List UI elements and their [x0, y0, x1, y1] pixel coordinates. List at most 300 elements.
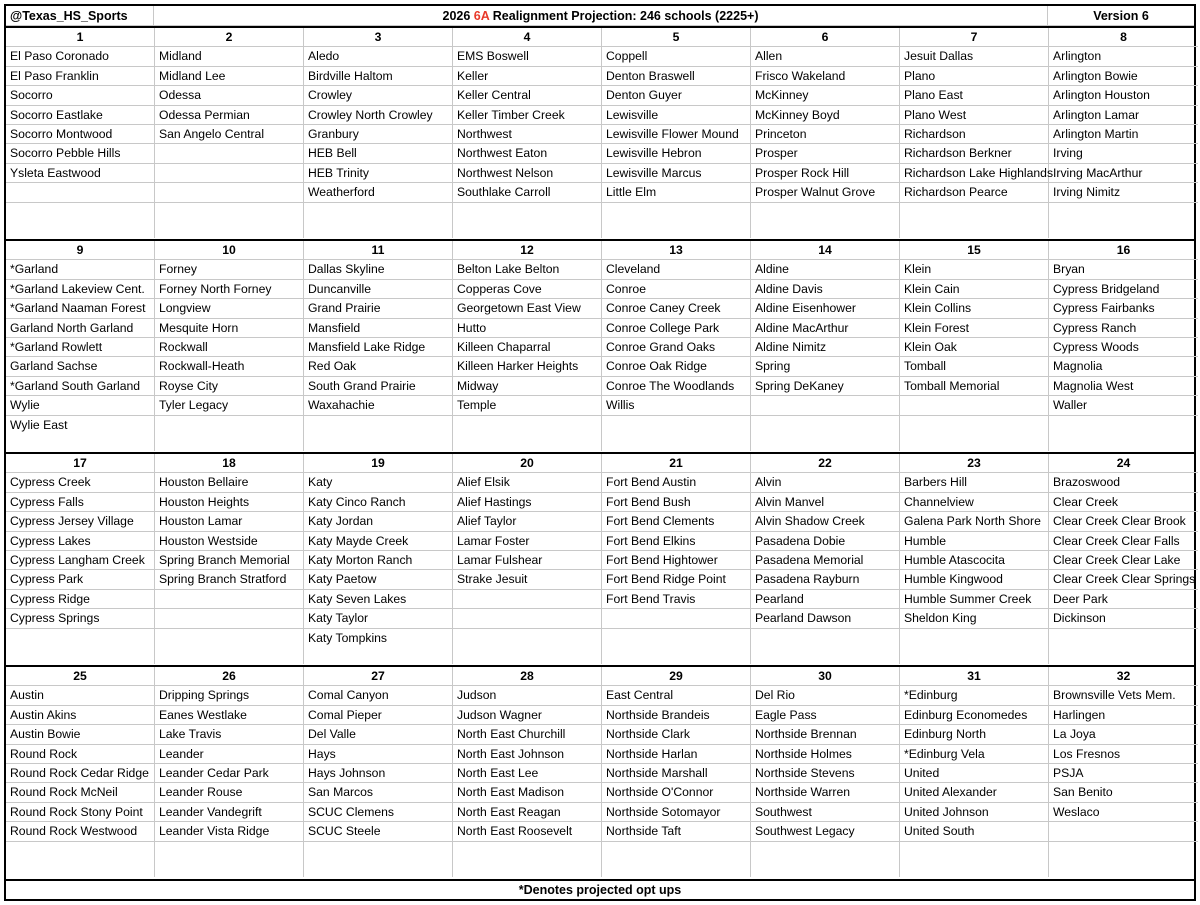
school-cell: Killeen Chaparral — [453, 338, 601, 357]
school-cell: Round Rock Stony Point — [6, 803, 154, 822]
school-cell: HEB Bell — [304, 144, 452, 163]
district-column — [304, 241, 453, 451]
district-column — [155, 28, 304, 238]
school-cell: Katy Jordan — [304, 512, 452, 531]
school-cell: Alvin Manvel — [751, 493, 899, 512]
version-label: Version 6 — [1048, 6, 1194, 26]
school-cell — [155, 590, 303, 609]
school-cell: Cypress Creek — [6, 473, 154, 492]
school-cell: North East Johnson — [453, 745, 601, 764]
district-number: 22 — [751, 454, 899, 473]
school-cell: Richardson — [900, 125, 1048, 144]
school-cell: Prosper Rock Hill — [751, 164, 899, 183]
school-cell: Lewisville Hebron — [602, 144, 750, 163]
district-number: 17 — [6, 454, 154, 473]
school-cell: Lamar Foster — [453, 532, 601, 551]
district-number: 15 — [900, 241, 1048, 260]
school-cell: *Edinburg Vela — [900, 745, 1048, 764]
district-number: 12 — [453, 241, 601, 260]
school-cell: Lake Travis — [155, 725, 303, 744]
school-cell: Royse City — [155, 377, 303, 396]
school-cell: Richardson Lake Highlands — [900, 164, 1048, 183]
school-cell: Socorro Montwood — [6, 125, 154, 144]
district-row-block — [6, 26, 1194, 238]
school-cell: Wylie East — [10, 417, 68, 432]
district-column — [6, 454, 155, 664]
school-cell: Aldine — [751, 260, 899, 279]
school-cell: Northside Warren — [751, 783, 899, 802]
school-cell: Conroe Oak Ridge — [602, 357, 750, 376]
school-cell: Little Elm — [602, 183, 750, 202]
school-cell: United Johnson — [900, 803, 1048, 822]
district-column — [900, 241, 1049, 451]
school-cell: Round Rock — [6, 745, 154, 764]
district-number: 9 — [6, 241, 154, 260]
school-cell: Lewisville Flower Mound — [602, 125, 750, 144]
school-cell: Cypress Ranch — [1049, 319, 1198, 338]
school-cell: Allen — [751, 47, 899, 66]
district-number: 5 — [602, 28, 750, 47]
title-prefix: 2026 — [442, 9, 474, 23]
school-cell: HEB Trinity — [304, 164, 452, 183]
school-cell: Fort Bend Hightower — [602, 551, 750, 570]
school-cell: Conroe Grand Oaks — [602, 338, 750, 357]
school-cell — [900, 396, 1048, 415]
school-cell: Irving Nimitz — [1049, 183, 1198, 202]
district-column — [900, 454, 1049, 664]
school-cell: North East Reagan — [453, 803, 601, 822]
school-cell: Richardson Berkner — [900, 144, 1048, 163]
school-cell: Longview — [155, 299, 303, 318]
school-cell: Austin Bowie — [6, 725, 154, 744]
school-cell: Socorro Eastlake — [6, 106, 154, 125]
school-cell: Birdville Haltom — [304, 67, 452, 86]
school-cell — [453, 590, 601, 609]
school-cell: Irving — [1049, 144, 1198, 163]
school-cell: Red Oak — [304, 357, 452, 376]
school-cell: Conroe The Woodlands — [602, 377, 750, 396]
district-number: 11 — [304, 241, 452, 260]
district-number: 18 — [155, 454, 303, 473]
school-cell: Katy Morton Ranch — [304, 551, 452, 570]
school-cell: Keller Timber Creek — [453, 106, 601, 125]
school-cell: Galena Park North Shore — [900, 512, 1048, 531]
school-cell: Comal Canyon — [304, 686, 452, 705]
district-column — [155, 454, 304, 664]
school-cell: Northwest Nelson — [453, 164, 601, 183]
district-number: 24 — [1049, 454, 1198, 473]
district-number: 31 — [900, 667, 1048, 686]
school-cell: Katy Taylor — [304, 609, 452, 628]
district-column — [155, 667, 304, 877]
school-cell: Cypress Springs — [6, 609, 154, 628]
school-cell: Garland North Garland — [6, 319, 154, 338]
school-cell: North East Churchill — [453, 725, 601, 744]
school-cell: Brownsville Vets Mem. — [1049, 686, 1198, 705]
school-cell — [1049, 822, 1198, 841]
school-cell: Killeen Harker Heights — [453, 357, 601, 376]
school-cell — [602, 842, 750, 861]
school-cell: Temple — [453, 396, 601, 415]
school-cell: Copperas Cove — [453, 280, 601, 299]
school-cell: Northside Sotomayor — [602, 803, 750, 822]
district-number: 23 — [900, 454, 1048, 473]
school-cell: Hays Johnson — [304, 764, 452, 783]
school-cell: Mansfield — [304, 319, 452, 338]
school-cell: Aldine Nimitz — [751, 338, 899, 357]
district-number: 19 — [304, 454, 452, 473]
school-cell: Richardson Pearce — [900, 183, 1048, 202]
school-cell: Northside Clark — [602, 725, 750, 744]
school-cell: SCUC Steele — [304, 822, 452, 841]
school-cell: Cypress Langham Creek — [6, 551, 154, 570]
school-cell: *Edinburg — [900, 686, 1048, 705]
school-cell: Tomball — [900, 357, 1048, 376]
school-cell — [304, 842, 452, 861]
school-cell: Magnolia — [1049, 357, 1198, 376]
school-cell: Judson Wagner — [453, 706, 601, 725]
school-cell: Northside Harlan — [602, 745, 750, 764]
school-cell — [602, 609, 750, 628]
school-cell: Northside Brennan — [751, 725, 899, 744]
school-cell: Harlingen — [1049, 706, 1198, 725]
school-cell: Cypress Woods — [1049, 338, 1198, 357]
school-cell: Humble Kingwood — [900, 570, 1048, 589]
school-cell: Conroe College Park — [602, 319, 750, 338]
school-cell: Tomball Memorial — [900, 377, 1048, 396]
school-cell: Northside Marshall — [602, 764, 750, 783]
school-cell: Odessa Permian — [155, 106, 303, 125]
school-cell: Northwest Eaton — [453, 144, 601, 163]
school-cell — [155, 842, 303, 861]
school-cell: EMS Boswell — [453, 47, 601, 66]
school-cell: Judson — [453, 686, 601, 705]
school-cell: Round Rock Westwood — [6, 822, 154, 841]
school-cell: Sheldon King — [900, 609, 1048, 628]
school-cell: Klein Collins — [900, 299, 1048, 318]
school-cell: Rockwall — [155, 338, 303, 357]
school-cell: Garland Sachse — [6, 357, 154, 376]
school-cell: Northwest — [453, 125, 601, 144]
school-cell: Humble Atascocita — [900, 551, 1048, 570]
school-cell — [751, 629, 899, 648]
school-cell: Leander Rouse — [155, 783, 303, 802]
school-cell: Katy Paetow — [304, 570, 452, 589]
district-column — [6, 28, 155, 238]
title-classification: 6A — [473, 9, 490, 23]
school-cell: Cypress Bridgeland — [1049, 280, 1198, 299]
school-cell: Irving MacArthur — [1049, 164, 1198, 183]
school-cell: Grand Prairie — [304, 299, 452, 318]
school-cell: Jesuit Dallas — [900, 47, 1048, 66]
school-cell: Cypress Fairbanks — [1049, 299, 1198, 318]
school-cell — [453, 203, 601, 222]
school-cell: Granbury — [304, 125, 452, 144]
school-cell: Leander Cedar Park — [155, 764, 303, 783]
school-cell: Clear Creek Clear Springs — [1049, 570, 1198, 589]
district-number: 29 — [602, 667, 750, 686]
school-cell: Princeton — [751, 125, 899, 144]
school-cell: Weslaco — [1049, 803, 1198, 822]
school-cell — [453, 842, 601, 861]
school-cell: Pasadena Memorial — [751, 551, 899, 570]
district-number: 28 — [453, 667, 601, 686]
school-cell: Brazoswood — [1049, 473, 1198, 492]
district-row-block — [6, 665, 1194, 877]
district-column — [751, 241, 900, 451]
school-cell — [602, 416, 750, 435]
school-cell: Fort Bend Ridge Point — [602, 570, 750, 589]
district-number: 4 — [453, 28, 601, 47]
district-number: 7 — [900, 28, 1048, 47]
school-cell: Wylie — [6, 396, 154, 415]
school-cell: San Marcos — [304, 783, 452, 802]
school-cell: Houston Bellaire — [155, 473, 303, 492]
school-cell: Waller — [1049, 396, 1198, 415]
district-column — [453, 241, 602, 451]
school-cell: Alief Elsik — [453, 473, 601, 492]
school-cell: Alief Taylor — [453, 512, 601, 531]
school-cell — [900, 203, 1048, 222]
school-cell: Plano East — [900, 86, 1048, 105]
school-cell — [602, 629, 750, 648]
school-cell: Hays — [304, 745, 452, 764]
district-row-block — [6, 452, 1194, 664]
school-cell: Mansfield Lake Ridge — [304, 338, 452, 357]
school-cell: Dripping Springs — [155, 686, 303, 705]
school-cell: Coppell — [602, 47, 750, 66]
school-cell: Lewisville — [602, 106, 750, 125]
school-cell: Katy Seven Lakes — [304, 590, 452, 609]
school-cell: Katy — [304, 473, 452, 492]
school-cell: Clear Creek Clear Lake — [1049, 551, 1198, 570]
school-cell: Arlington Bowie — [1049, 67, 1198, 86]
school-cell: Klein Forest — [900, 319, 1048, 338]
school-cell: Strake Jesuit — [453, 570, 601, 589]
school-cell: Midway — [453, 377, 601, 396]
school-cell: Bryan — [1049, 260, 1198, 279]
district-number: 20 — [453, 454, 601, 473]
school-cell: San Angelo Central — [155, 125, 303, 144]
school-cell: Frisco Wakeland — [751, 67, 899, 86]
school-cell: Klein — [900, 260, 1048, 279]
school-cell: Plano West — [900, 106, 1048, 125]
school-cell: Conroe — [602, 280, 750, 299]
school-cell — [6, 183, 154, 202]
school-cell: SCUC Clemens — [304, 803, 452, 822]
school-cell: Barbers Hill — [900, 473, 1048, 492]
school-cell: Houston Heights — [155, 493, 303, 512]
school-cell — [1049, 842, 1198, 861]
school-cell — [900, 629, 1048, 648]
school-cell — [155, 203, 303, 222]
school-cell — [6, 842, 154, 861]
school-cell: Crowley — [304, 86, 452, 105]
school-cell: Leander — [155, 745, 303, 764]
school-cell: Belton Lake Belton — [453, 260, 601, 279]
school-cell: United — [900, 764, 1048, 783]
school-cell: Katy Mayde Creek — [304, 532, 452, 551]
district-number: 13 — [602, 241, 750, 260]
school-cell: Cleveland — [602, 260, 750, 279]
school-cell: Magnolia West — [1049, 377, 1198, 396]
school-cell: Spring Branch Memorial — [155, 551, 303, 570]
school-cell: Pasadena Dobie — [751, 532, 899, 551]
district-column — [453, 454, 602, 664]
district-number: 32 — [1049, 667, 1198, 686]
school-cell: Klein Cain — [900, 280, 1048, 299]
district-column — [1049, 241, 1198, 451]
school-cell — [6, 629, 154, 648]
school-cell: Spring — [751, 357, 899, 376]
footer-note: *Denotes projected opt ups — [6, 879, 1194, 899]
school-cell: Northside Stevens — [751, 764, 899, 783]
school-cell: Crowley North Crowley — [304, 106, 452, 125]
school-cell — [453, 609, 601, 628]
school-cell: Northside Holmes — [751, 745, 899, 764]
school-cell: Houston Westside — [155, 532, 303, 551]
district-number: 10 — [155, 241, 303, 260]
school-cell — [751, 842, 899, 861]
school-cell — [155, 164, 303, 183]
district-column — [304, 28, 453, 238]
district-column — [1049, 667, 1198, 877]
school-cell: Eagle Pass — [751, 706, 899, 725]
school-cell: Prosper — [751, 144, 899, 163]
school-cell: Conroe Caney Creek — [602, 299, 750, 318]
school-cell: Katy Cinco Ranch — [304, 493, 452, 512]
school-cell: Northside O'Connor — [602, 783, 750, 802]
school-cell: Arlington Houston — [1049, 86, 1198, 105]
school-cell: Socorro Pebble Hills — [6, 144, 154, 163]
school-cell: Spring Branch Stratford — [155, 570, 303, 589]
school-cell: *Garland — [6, 260, 154, 279]
school-cell: Fort Bend Clements — [602, 512, 750, 531]
school-cell: Comal Pieper — [304, 706, 452, 725]
district-number: 8 — [1049, 28, 1198, 47]
school-cell: Plano — [900, 67, 1048, 86]
school-cell — [602, 203, 750, 222]
school-cell: Deer Park — [1049, 590, 1198, 609]
school-cell: Arlington Lamar — [1049, 106, 1198, 125]
school-cell: Pearland — [751, 590, 899, 609]
school-cell: Austin Akins — [6, 706, 154, 725]
school-cell: McKinney Boyd — [751, 106, 899, 125]
district-column — [751, 454, 900, 664]
school-cell — [6, 203, 154, 222]
school-cell: Houston Lamar — [155, 512, 303, 531]
school-cell — [155, 416, 303, 435]
school-cell: Keller — [453, 67, 601, 86]
district-number: 3 — [304, 28, 452, 47]
school-cell: Tyler Legacy — [155, 396, 303, 415]
school-cell: PSJA — [1049, 764, 1198, 783]
school-cell: Midland Lee — [155, 67, 303, 86]
school-cell: Leander Vandegrift — [155, 803, 303, 822]
district-column — [602, 28, 751, 238]
district-column — [453, 28, 602, 238]
school-cell: Forney — [155, 260, 303, 279]
school-cell: Southwest Legacy — [751, 822, 899, 841]
author-handle: @Texas_HS_Sports — [6, 6, 154, 26]
school-cell — [155, 144, 303, 163]
district-number: 16 — [1049, 241, 1198, 260]
school-cell: Willis — [602, 396, 750, 415]
school-cell: Georgetown East View — [453, 299, 601, 318]
page-title — [154, 6, 1048, 26]
school-cell: San Benito — [1049, 783, 1198, 802]
school-cell: Fort Bend Austin — [602, 473, 750, 492]
school-cell — [900, 416, 1048, 435]
realignment-table — [4, 4, 1196, 901]
school-cell: Del Valle — [304, 725, 452, 744]
school-cell: Austin — [6, 686, 154, 705]
school-cell: La Joya — [1049, 725, 1198, 744]
school-cell: North East Lee — [453, 764, 601, 783]
school-cell: Fort Bend Elkins — [602, 532, 750, 551]
school-cell: Pearland Dawson — [751, 609, 899, 628]
school-cell: Keller Central — [453, 86, 601, 105]
school-cell: Edinburg North — [900, 725, 1048, 744]
district-column — [6, 667, 155, 877]
district-number: 2 — [155, 28, 303, 47]
school-cell: Del Rio — [751, 686, 899, 705]
school-cell: Eanes Westlake — [155, 706, 303, 725]
district-column — [751, 28, 900, 238]
school-cell: Leander Vista Ridge — [155, 822, 303, 841]
school-cell: Lamar Fulshear — [453, 551, 601, 570]
school-cell: Pasadena Rayburn — [751, 570, 899, 589]
district-column — [6, 241, 155, 451]
school-cell: Katy Tompkins — [308, 630, 388, 645]
district-row-block — [6, 239, 1194, 451]
school-cell — [900, 842, 1048, 861]
district-number: 27 — [304, 667, 452, 686]
school-cell: Round Rock Cedar Ridge — [6, 764, 154, 783]
district-column — [453, 667, 602, 877]
school-cell: Cypress Park — [6, 570, 154, 589]
school-cell: Rockwall-Heath — [155, 357, 303, 376]
district-column — [602, 454, 751, 664]
school-cell: Arlington — [1049, 47, 1198, 66]
district-column — [304, 667, 453, 877]
school-cell: Edinburg Economedes — [900, 706, 1048, 725]
school-cell: Alief Hastings — [453, 493, 601, 512]
school-cell: Duncanville — [304, 280, 452, 299]
school-cell — [1049, 416, 1198, 435]
district-column — [304, 454, 453, 664]
school-cell: Ysleta Eastwood — [6, 164, 154, 183]
school-cell: Cypress Ridge — [6, 590, 154, 609]
school-cell: Clear Creek — [1049, 493, 1198, 512]
school-cell: South Grand Prairie — [304, 377, 452, 396]
school-cell: Northside Taft — [602, 822, 750, 841]
school-cell: *Garland Lakeview Cent. — [6, 280, 154, 299]
school-cell: Cypress Falls — [6, 493, 154, 512]
district-column — [602, 241, 751, 451]
school-cell: East Central — [602, 686, 750, 705]
school-cell: United Alexander — [900, 783, 1048, 802]
school-cell: Humble — [900, 532, 1048, 551]
school-cell: Denton Guyer — [602, 86, 750, 105]
school-cell: Midland — [155, 47, 303, 66]
school-cell — [453, 416, 601, 435]
school-cell: Aldine Eisenhower — [751, 299, 899, 318]
district-column — [1049, 454, 1198, 664]
school-cell — [304, 203, 452, 222]
school-cell — [453, 629, 601, 648]
school-cell: Dallas Skyline — [304, 260, 452, 279]
